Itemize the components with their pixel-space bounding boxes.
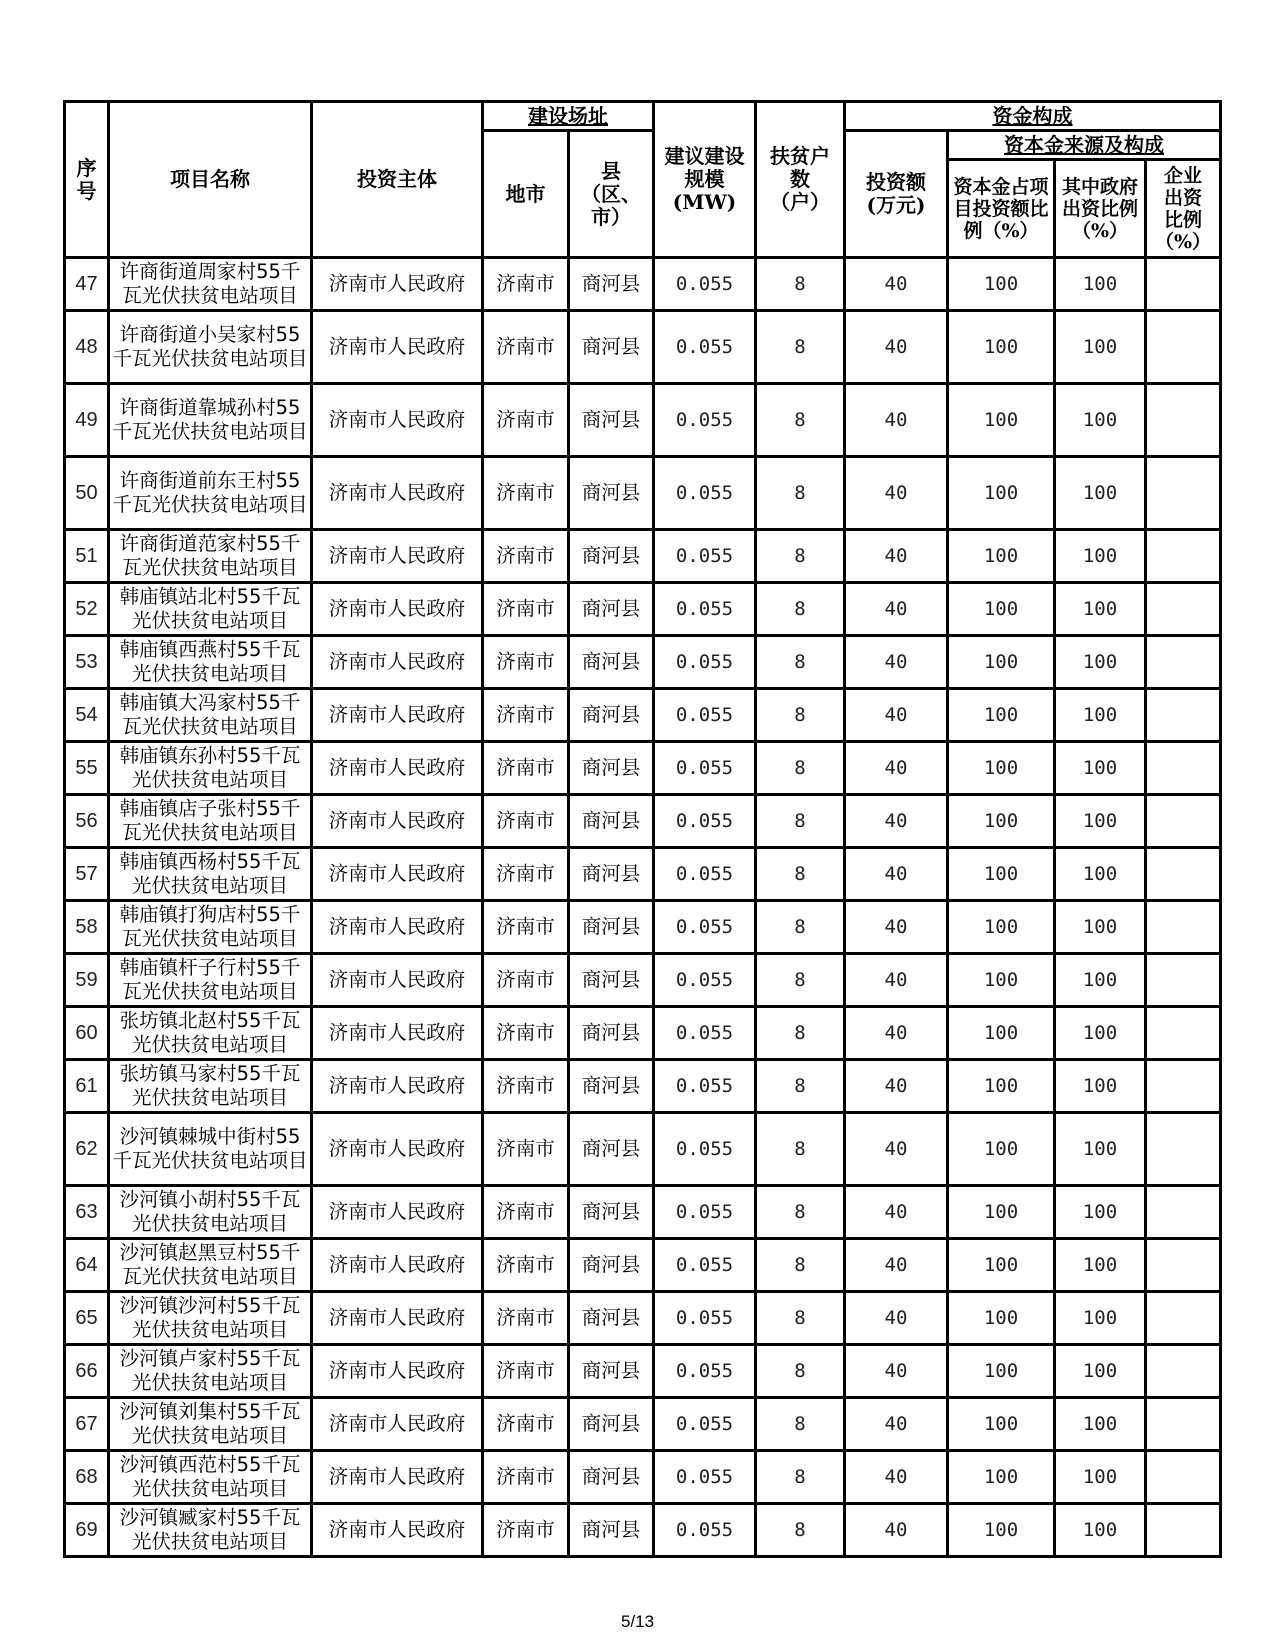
cell-investor: 济南市人民政府 (312, 1292, 483, 1345)
table-body (65, 258, 1221, 1557)
cell-investment: 40 (845, 1239, 948, 1292)
header-seq: 序号 (65, 102, 109, 258)
cell-households: 8 (756, 457, 845, 530)
cell-gov-ratio: 100 (1055, 384, 1146, 457)
cell-investor: 济南市人民政府 (312, 258, 483, 311)
table-row (65, 384, 1221, 457)
cell-seq: 53 (65, 636, 109, 689)
cell-gov-ratio: 100 (1055, 1239, 1146, 1292)
cell-city: 济南市 (483, 1239, 569, 1292)
table-row (65, 457, 1221, 530)
cell-scale: 0.055 (654, 1398, 756, 1451)
cell-seq: 55 (65, 742, 109, 795)
cell-project-name: 沙河镇小胡村55千瓦光伏扶贫电站项目 (109, 1186, 312, 1239)
cell-scale: 0.055 (654, 1186, 756, 1239)
cell-capital-ratio: 100 (948, 1345, 1055, 1398)
cell-investor: 济南市人民政府 (312, 901, 483, 954)
cell-seq: 48 (65, 311, 109, 384)
cell-investor: 济南市人民政府 (312, 1113, 483, 1186)
cell-gov-ratio: 100 (1055, 1113, 1146, 1186)
cell-scale: 0.055 (654, 901, 756, 954)
cell-project-name: 韩庙镇站北村55千瓦光伏扶贫电站项目 (109, 583, 312, 636)
cell-capital-ratio: 100 (948, 689, 1055, 742)
cell-project-name: 许商街道前东王村55千瓦光伏扶贫电站项目 (109, 457, 312, 530)
page-indicator: 5/13 (620, 1612, 655, 1631)
cell-households: 8 (756, 384, 845, 457)
cell-investment: 40 (845, 1504, 948, 1557)
cell-capital-ratio: 100 (948, 530, 1055, 583)
table-row (65, 954, 1221, 1007)
cell-county: 商河县 (569, 1186, 654, 1239)
cell-city: 济南市 (483, 901, 569, 954)
table-row (65, 1451, 1221, 1504)
cell-county: 商河县 (569, 1060, 654, 1113)
cell-enterprise-ratio (1146, 311, 1221, 384)
cell-gov-ratio: 100 (1055, 1451, 1146, 1504)
cell-gov-ratio: 100 (1055, 1060, 1146, 1113)
cell-county: 商河县 (569, 1239, 654, 1292)
cell-scale: 0.055 (654, 311, 756, 384)
cell-investment: 40 (845, 742, 948, 795)
cell-county: 商河县 (569, 848, 654, 901)
cell-households: 8 (756, 795, 845, 848)
cell-county: 商河县 (569, 311, 654, 384)
table-row (65, 636, 1221, 689)
cell-gov-ratio: 100 (1055, 1007, 1146, 1060)
header-investor: 投资主体 (312, 102, 483, 258)
cell-project-name: 张坊镇马家村55千瓦光伏扶贫电站项目 (109, 1060, 312, 1113)
cell-seq: 67 (65, 1398, 109, 1451)
cell-city: 济南市 (483, 795, 569, 848)
cell-households: 8 (756, 583, 845, 636)
cell-seq: 68 (65, 1451, 109, 1504)
table-row (65, 1060, 1221, 1113)
table-row (65, 583, 1221, 636)
cell-households: 8 (756, 1451, 845, 1504)
cell-gov-ratio: 100 (1055, 1345, 1146, 1398)
cell-capital-ratio: 100 (948, 384, 1055, 457)
table-row (65, 311, 1221, 384)
cell-seq: 62 (65, 1113, 109, 1186)
cell-scale: 0.055 (654, 1060, 756, 1113)
cell-capital-ratio: 100 (948, 636, 1055, 689)
header-county: 县（区、市） (569, 131, 654, 258)
cell-investor: 济南市人民政府 (312, 742, 483, 795)
cell-investment: 40 (845, 1186, 948, 1239)
cell-seq: 57 (65, 848, 109, 901)
cell-city: 济南市 (483, 742, 569, 795)
cell-enterprise-ratio (1146, 1007, 1221, 1060)
cell-project-name: 许商街道范家村55千瓦光伏扶贫电站项目 (109, 530, 312, 583)
cell-scale: 0.055 (654, 636, 756, 689)
cell-city: 济南市 (483, 848, 569, 901)
cell-investor: 济南市人民政府 (312, 689, 483, 742)
cell-enterprise-ratio (1146, 1345, 1221, 1398)
cell-investment: 40 (845, 795, 948, 848)
cell-investment: 40 (845, 636, 948, 689)
cell-city: 济南市 (483, 1186, 569, 1239)
cell-city: 济南市 (483, 583, 569, 636)
cell-enterprise-ratio (1146, 795, 1221, 848)
cell-county: 商河县 (569, 901, 654, 954)
cell-investment: 40 (845, 848, 948, 901)
cell-enterprise-ratio (1146, 954, 1221, 1007)
cell-seq: 61 (65, 1060, 109, 1113)
cell-project-name: 许商街道靠城孙村55千瓦光伏扶贫电站项目 (109, 384, 312, 457)
cell-scale: 0.055 (654, 530, 756, 583)
cell-county: 商河县 (569, 1345, 654, 1398)
table-row (65, 742, 1221, 795)
cell-project-name: 沙河镇赵黑豆村55千瓦光伏扶贫电站项目 (109, 1239, 312, 1292)
cell-investor: 济南市人民政府 (312, 1060, 483, 1113)
cell-investment: 40 (845, 1345, 948, 1398)
cell-seq: 58 (65, 901, 109, 954)
cell-gov-ratio: 100 (1055, 530, 1146, 583)
cell-investment: 40 (845, 954, 948, 1007)
cell-seq: 56 (65, 795, 109, 848)
cell-county: 商河县 (569, 258, 654, 311)
cell-capital-ratio: 100 (948, 742, 1055, 795)
cell-enterprise-ratio (1146, 1113, 1221, 1186)
cell-investment: 40 (845, 901, 948, 954)
cell-investor: 济南市人民政府 (312, 1239, 483, 1292)
cell-enterprise-ratio (1146, 1504, 1221, 1557)
cell-city: 济南市 (483, 689, 569, 742)
cell-enterprise-ratio (1146, 1060, 1221, 1113)
table-row (65, 901, 1221, 954)
cell-gov-ratio: 100 (1055, 636, 1146, 689)
cell-enterprise-ratio (1146, 901, 1221, 954)
cell-project-name: 韩庙镇东孙村55千瓦光伏扶贫电站项目 (109, 742, 312, 795)
cell-investment: 40 (845, 1060, 948, 1113)
table-row (65, 1239, 1221, 1292)
cell-city: 济南市 (483, 1060, 569, 1113)
cell-capital-ratio: 100 (948, 457, 1055, 530)
table-row (65, 1345, 1221, 1398)
header-gov-ratio: 其中政府出资比例（%） (1055, 160, 1146, 258)
cell-project-name: 沙河镇棘城中街村55千瓦光伏扶贫电站项目 (109, 1113, 312, 1186)
cell-households: 8 (756, 530, 845, 583)
cell-city: 济南市 (483, 1345, 569, 1398)
table-row (65, 1186, 1221, 1239)
cell-enterprise-ratio (1146, 636, 1221, 689)
cell-county: 商河县 (569, 1113, 654, 1186)
cell-scale: 0.055 (654, 689, 756, 742)
cell-seq: 60 (65, 1007, 109, 1060)
cell-enterprise-ratio (1146, 457, 1221, 530)
cell-scale: 0.055 (654, 1451, 756, 1504)
cell-enterprise-ratio (1146, 583, 1221, 636)
cell-households: 8 (756, 901, 845, 954)
cell-county: 商河县 (569, 1451, 654, 1504)
cell-project-name: 韩庙镇西杨村55千瓦光伏扶贫电站项目 (109, 848, 312, 901)
header-investment: 投资额(万元) (845, 131, 948, 258)
cell-investor: 济南市人民政府 (312, 1345, 483, 1398)
cell-households: 8 (756, 258, 845, 311)
cell-investor: 济南市人民政府 (312, 1504, 483, 1557)
cell-investor: 济南市人民政府 (312, 1007, 483, 1060)
cell-enterprise-ratio (1146, 258, 1221, 311)
cell-project-name: 韩庙镇大冯家村55千瓦光伏扶贫电站项目 (109, 689, 312, 742)
cell-investment: 40 (845, 1113, 948, 1186)
cell-investor: 济南市人民政府 (312, 636, 483, 689)
cell-capital-ratio: 100 (948, 1292, 1055, 1345)
cell-scale: 0.055 (654, 1345, 756, 1398)
cell-investment: 40 (845, 530, 948, 583)
cell-city: 济南市 (483, 258, 569, 311)
cell-investment: 40 (845, 384, 948, 457)
cell-investor: 济南市人民政府 (312, 795, 483, 848)
cell-investment: 40 (845, 311, 948, 384)
cell-enterprise-ratio (1146, 1398, 1221, 1451)
table-row (65, 1292, 1221, 1345)
cell-households: 8 (756, 1007, 845, 1060)
header-capital-ratio: 资本金占项目投资额比例（%） (948, 160, 1055, 258)
cell-county: 商河县 (569, 583, 654, 636)
cell-seq: 51 (65, 530, 109, 583)
cell-households: 8 (756, 742, 845, 795)
cell-investment: 40 (845, 1398, 948, 1451)
cell-project-name: 沙河镇沙河村55千瓦光伏扶贫电站项目 (109, 1292, 312, 1345)
table-row (65, 848, 1221, 901)
cell-enterprise-ratio (1146, 848, 1221, 901)
cell-capital-ratio: 100 (948, 258, 1055, 311)
table-row (65, 1398, 1221, 1451)
cell-gov-ratio: 100 (1055, 689, 1146, 742)
cell-investor: 济南市人民政府 (312, 1451, 483, 1504)
cell-households: 8 (756, 689, 845, 742)
cell-capital-ratio: 100 (948, 1113, 1055, 1186)
cell-scale: 0.055 (654, 1113, 756, 1186)
table-row (65, 1007, 1221, 1060)
cell-households: 8 (756, 1186, 845, 1239)
cell-enterprise-ratio (1146, 1292, 1221, 1345)
cell-investor: 济南市人民政府 (312, 1398, 483, 1451)
cell-scale: 0.055 (654, 795, 756, 848)
cell-seq: 52 (65, 583, 109, 636)
cell-city: 济南市 (483, 1504, 569, 1557)
cell-city: 济南市 (483, 636, 569, 689)
cell-gov-ratio: 100 (1055, 1398, 1146, 1451)
header-households: 扶贫户数（户） (756, 102, 845, 258)
cell-households: 8 (756, 1398, 845, 1451)
cell-city: 济南市 (483, 954, 569, 1007)
cell-capital-ratio: 100 (948, 1060, 1055, 1113)
cell-gov-ratio: 100 (1055, 1186, 1146, 1239)
cell-investment: 40 (845, 1451, 948, 1504)
project-table-sheet (63, 100, 1222, 1558)
cell-capital-ratio: 100 (948, 1398, 1055, 1451)
cell-city: 济南市 (483, 1398, 569, 1451)
cell-enterprise-ratio (1146, 1239, 1221, 1292)
table-row (65, 258, 1221, 311)
cell-scale: 0.055 (654, 1007, 756, 1060)
cell-capital-ratio: 100 (948, 954, 1055, 1007)
cell-investment: 40 (845, 1007, 948, 1060)
cell-enterprise-ratio (1146, 384, 1221, 457)
header-project-name: 项目名称 (109, 102, 312, 258)
table-row (65, 795, 1221, 848)
cell-county: 商河县 (569, 1007, 654, 1060)
cell-scale: 0.055 (654, 1504, 756, 1557)
header-enterprise-ratio: 企业出资比例（%） (1146, 160, 1221, 258)
cell-city: 济南市 (483, 384, 569, 457)
cell-capital-ratio: 100 (948, 1007, 1055, 1060)
cell-investment: 40 (845, 689, 948, 742)
cell-project-name: 沙河镇西范村55千瓦光伏扶贫电站项目 (109, 1451, 312, 1504)
cell-county: 商河县 (569, 1504, 654, 1557)
cell-seq: 47 (65, 258, 109, 311)
cell-households: 8 (756, 311, 845, 384)
cell-gov-ratio: 100 (1055, 954, 1146, 1007)
cell-scale: 0.055 (654, 457, 756, 530)
cell-households: 8 (756, 1113, 845, 1186)
cell-gov-ratio: 100 (1055, 1504, 1146, 1557)
cell-project-name: 韩庙镇杆子行村55千瓦光伏扶贫电站项目 (109, 954, 312, 1007)
cell-investor: 济南市人民政府 (312, 848, 483, 901)
cell-project-name: 许商街道小吴家村55千瓦光伏扶贫电站项目 (109, 311, 312, 384)
cell-capital-ratio: 100 (948, 1451, 1055, 1504)
cell-capital-ratio: 100 (948, 795, 1055, 848)
cell-capital-ratio: 100 (948, 1504, 1055, 1557)
cell-county: 商河县 (569, 954, 654, 1007)
cell-city: 济南市 (483, 530, 569, 583)
cell-enterprise-ratio (1146, 689, 1221, 742)
cell-investor: 济南市人民政府 (312, 311, 483, 384)
cell-project-name: 张坊镇北赵村55千瓦光伏扶贫电站项目 (109, 1007, 312, 1060)
header-city: 地市 (483, 131, 569, 258)
cell-gov-ratio: 100 (1055, 583, 1146, 636)
cell-county: 商河县 (569, 636, 654, 689)
cell-gov-ratio: 100 (1055, 1292, 1146, 1345)
cell-scale: 0.055 (654, 384, 756, 457)
cell-investment: 40 (845, 583, 948, 636)
cell-gov-ratio: 100 (1055, 848, 1146, 901)
cell-seq: 64 (65, 1239, 109, 1292)
cell-investment: 40 (845, 457, 948, 530)
cell-gov-ratio: 100 (1055, 795, 1146, 848)
cell-scale: 0.055 (654, 848, 756, 901)
cell-county: 商河县 (569, 689, 654, 742)
cell-households: 8 (756, 1345, 845, 1398)
cell-capital-ratio: 100 (948, 848, 1055, 901)
cell-capital-ratio: 100 (948, 583, 1055, 636)
cell-investor: 济南市人民政府 (312, 530, 483, 583)
table-row (65, 689, 1221, 742)
cell-capital-ratio: 100 (948, 1239, 1055, 1292)
cell-investment: 40 (845, 1292, 948, 1345)
header-funding-group: 资金构成 (845, 102, 1221, 131)
cell-seq: 66 (65, 1345, 109, 1398)
cell-investor: 济南市人民政府 (312, 1186, 483, 1239)
cell-county: 商河县 (569, 742, 654, 795)
table-row (65, 530, 1221, 583)
cell-gov-ratio: 100 (1055, 258, 1146, 311)
cell-project-name: 沙河镇臧家村55千瓦光伏扶贫电站项目 (109, 1504, 312, 1557)
cell-scale: 0.055 (654, 258, 756, 311)
cell-gov-ratio: 100 (1055, 457, 1146, 530)
cell-capital-ratio: 100 (948, 1186, 1055, 1239)
cell-enterprise-ratio (1146, 530, 1221, 583)
cell-project-name: 韩庙镇店子张村55千瓦光伏扶贫电站项目 (109, 795, 312, 848)
cell-households: 8 (756, 848, 845, 901)
cell-households: 8 (756, 1239, 845, 1292)
table-row (65, 1113, 1221, 1186)
cell-investor: 济南市人民政府 (312, 384, 483, 457)
project-table (63, 100, 1222, 1558)
cell-enterprise-ratio (1146, 1451, 1221, 1504)
cell-city: 济南市 (483, 1451, 569, 1504)
cell-households: 8 (756, 636, 845, 689)
cell-enterprise-ratio (1146, 1186, 1221, 1239)
cell-seq: 69 (65, 1504, 109, 1557)
cell-seq: 54 (65, 689, 109, 742)
cell-city: 济南市 (483, 311, 569, 384)
cell-project-name: 沙河镇卢家村55千瓦光伏扶贫电站项目 (109, 1345, 312, 1398)
cell-scale: 0.055 (654, 1239, 756, 1292)
cell-capital-ratio: 100 (948, 311, 1055, 384)
cell-city: 济南市 (483, 457, 569, 530)
cell-county: 商河县 (569, 530, 654, 583)
cell-investment: 40 (845, 258, 948, 311)
cell-city: 济南市 (483, 1113, 569, 1186)
cell-project-name: 沙河镇刘集村55千瓦光伏扶贫电站项目 (109, 1398, 312, 1451)
cell-enterprise-ratio (1146, 742, 1221, 795)
cell-scale: 0.055 (654, 583, 756, 636)
cell-investor: 济南市人民政府 (312, 457, 483, 530)
cell-county: 商河县 (569, 1398, 654, 1451)
cell-project-name: 许商街道周家村55千瓦光伏扶贫电站项目 (109, 258, 312, 311)
cell-project-name: 韩庙镇打狗店村55千瓦光伏扶贫电站项目 (109, 901, 312, 954)
cell-scale: 0.055 (654, 742, 756, 795)
header-capital-group: 资本金来源及构成 (948, 131, 1221, 160)
cell-county: 商河县 (569, 1292, 654, 1345)
header-site-group: 建设场址 (483, 102, 654, 131)
cell-seq: 65 (65, 1292, 109, 1345)
cell-seq: 59 (65, 954, 109, 1007)
cell-seq: 49 (65, 384, 109, 457)
cell-households: 8 (756, 954, 845, 1007)
cell-gov-ratio: 100 (1055, 311, 1146, 384)
cell-scale: 0.055 (654, 954, 756, 1007)
cell-investor: 济南市人民政府 (312, 954, 483, 1007)
cell-gov-ratio: 100 (1055, 742, 1146, 795)
cell-households: 8 (756, 1504, 845, 1557)
table-row (65, 1504, 1221, 1557)
cell-seq: 63 (65, 1186, 109, 1239)
cell-county: 商河县 (569, 795, 654, 848)
cell-seq: 50 (65, 457, 109, 530)
cell-gov-ratio: 100 (1055, 901, 1146, 954)
cell-city: 济南市 (483, 1007, 569, 1060)
cell-city: 济南市 (483, 1292, 569, 1345)
cell-project-name: 韩庙镇西燕村55千瓦光伏扶贫电站项目 (109, 636, 312, 689)
cell-scale: 0.055 (654, 1292, 756, 1345)
cell-households: 8 (756, 1060, 845, 1113)
cell-households: 8 (756, 1292, 845, 1345)
header-scale: 建议建设规模(MW) (654, 102, 756, 258)
cell-county: 商河县 (569, 457, 654, 530)
table-header (65, 102, 1221, 258)
cell-county: 商河县 (569, 384, 654, 457)
cell-capital-ratio: 100 (948, 901, 1055, 954)
cell-investor: 济南市人民政府 (312, 583, 483, 636)
